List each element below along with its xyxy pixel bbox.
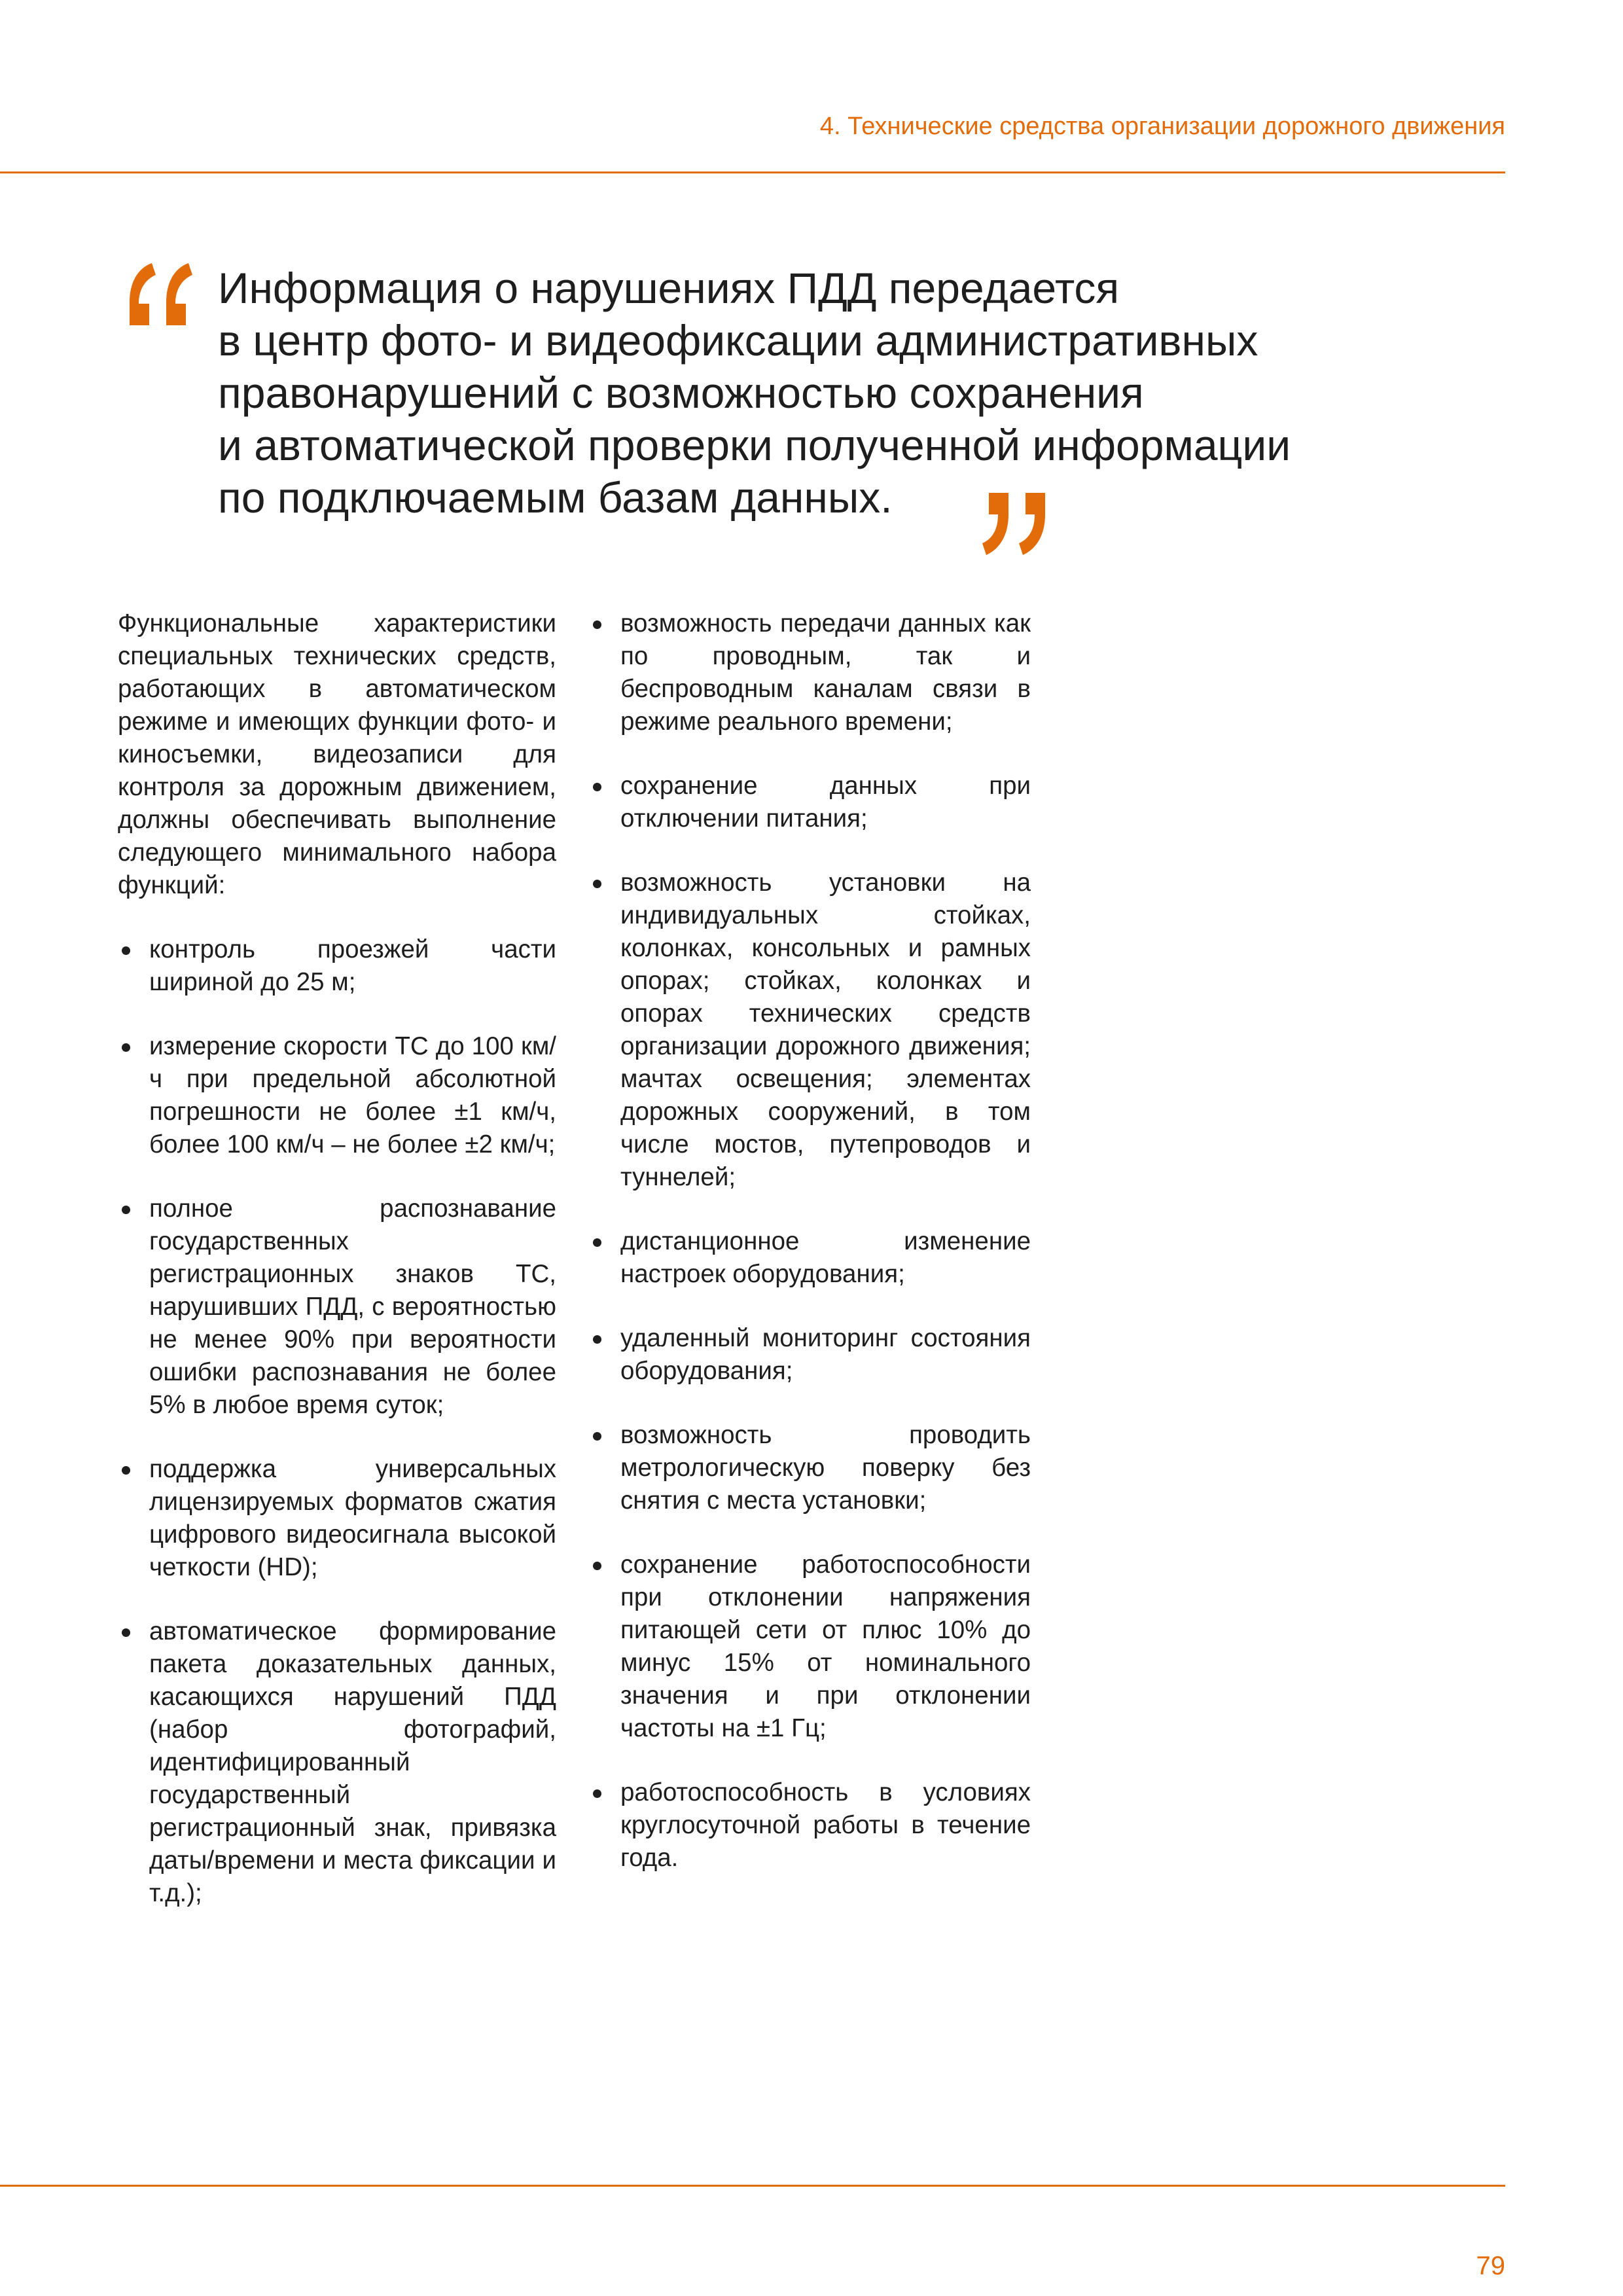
list-item-text: возможность установки на индивидуальных стойках, колонках, консольных и рамных опорах; стойках, колонках и опорах технических средств организации дорожного движения; мачтах освещения; элементах дорожных сооружений, в том числе мостов, путепроводов и туннелей; xyxy=(620,869,1031,1191)
list-item xyxy=(589,1776,1031,1874)
open-quote-icon xyxy=(124,250,203,335)
running-header: 4. Технические средства организации дорожного движения xyxy=(819,113,1505,140)
bullet-icon xyxy=(593,1789,601,1798)
list-item-text: измерение скорости ТС до 100 км/ч при предельной абсолютной погрешности не более ±1 км/ч, более 100 км/ч – не более ±2 км/ч; xyxy=(149,1032,556,1158)
bullet-icon xyxy=(593,783,601,791)
bullet-icon xyxy=(122,1043,130,1052)
list-item xyxy=(589,1549,1031,1745)
pull-quote-line: Информация о нарушениях ПДД передается xyxy=(218,264,1120,312)
list-item-text: сохранение данных при отключении питания; xyxy=(620,772,1031,833)
bullet-icon xyxy=(122,946,130,955)
list-item-text: возможность передачи данных как по проводным, так и беспроводным каналам связи в режиме реального времени; xyxy=(620,609,1031,736)
list-item xyxy=(589,770,1031,835)
list-item xyxy=(118,1453,556,1584)
list-item xyxy=(118,933,556,999)
list-item-text: поддержка универсальных лицензируемых форматов сжатия цифрового видеосигнала высокой четкости (HD); xyxy=(149,1455,556,1581)
bullet-icon xyxy=(593,620,601,629)
list-item-text: сохранение работоспособности при отклонении напряжения питающей сети от плюс 10% до минус 15% от номинального значения и при отклонении частоты на ±1 Гц; xyxy=(620,1551,1031,1742)
pull-quote-line: и автоматической проверки полученной информации xyxy=(218,421,1291,469)
bullet-icon xyxy=(593,880,601,888)
pull-quote-line: правонарушений с возможностью сохранения xyxy=(218,368,1144,417)
bullet-icon xyxy=(122,1206,130,1214)
list-item xyxy=(118,1030,556,1161)
bullet-icon xyxy=(122,1628,130,1637)
bullet-icon xyxy=(593,1562,601,1570)
intro-paragraph: Функциональные характеристики специальных технических средств, работающих в автоматическом режиме и имеющих функции фото- и киносъемки, видеозаписи для контроля за дорожным движением, должны обеспечивать выполнение следующего минимального набора функций: xyxy=(118,609,556,899)
list-item-text: автоматическое формирование пакета доказательных данных, касающихся нарушений ПДД (набор фотографий, идентифицированный государственный регистрационный знак, привязка даты/времени и места фиксации и т.д.); xyxy=(149,1617,556,1907)
list-item-text: удаленный мониторинг состояния оборудования; xyxy=(620,1324,1031,1385)
footer-divider xyxy=(0,2185,1505,2187)
right-column xyxy=(589,607,1031,1906)
page-number: 79 xyxy=(1476,2251,1505,2280)
function-list-left xyxy=(118,933,556,1910)
bullet-icon xyxy=(593,1238,601,1247)
list-item-text: полное распознавание государственных регистрационных знаков ТС, нарушивших ПДД, с вероятностью не менее 90% при вероятности ошибки распознавания не более 5% в любое время суток; xyxy=(149,1194,556,1419)
list-item-text: контроль проезжей части шириной до 25 м; xyxy=(149,935,556,996)
list-item xyxy=(118,1615,556,1910)
pull-quote-line: по подключаемым базам данных. xyxy=(218,473,893,522)
list-item xyxy=(589,867,1031,1194)
pull-quote-line: в центр фото- и видеофиксации административных xyxy=(218,316,1258,365)
list-item xyxy=(589,1419,1031,1517)
left-column xyxy=(118,607,556,1941)
list-item xyxy=(589,607,1031,738)
list-item xyxy=(589,1322,1031,1388)
pull-quote xyxy=(218,262,1461,524)
header-divider xyxy=(0,171,1505,173)
list-item xyxy=(589,1225,1031,1291)
bullet-icon xyxy=(593,1432,601,1441)
list-item-text: возможность проводить метрологическую поверку без снятия с места установки; xyxy=(620,1421,1031,1515)
function-list-right xyxy=(589,607,1031,1874)
bullet-icon xyxy=(122,1466,130,1475)
list-item-text: работоспособность в условиях круглосуточной работы в течение года. xyxy=(620,1778,1031,1872)
bullet-icon xyxy=(593,1335,601,1344)
close-quote-icon xyxy=(978,483,1057,568)
list-item xyxy=(118,1193,556,1422)
list-item-text: дистанционное изменение настроек оборудования; xyxy=(620,1227,1031,1288)
